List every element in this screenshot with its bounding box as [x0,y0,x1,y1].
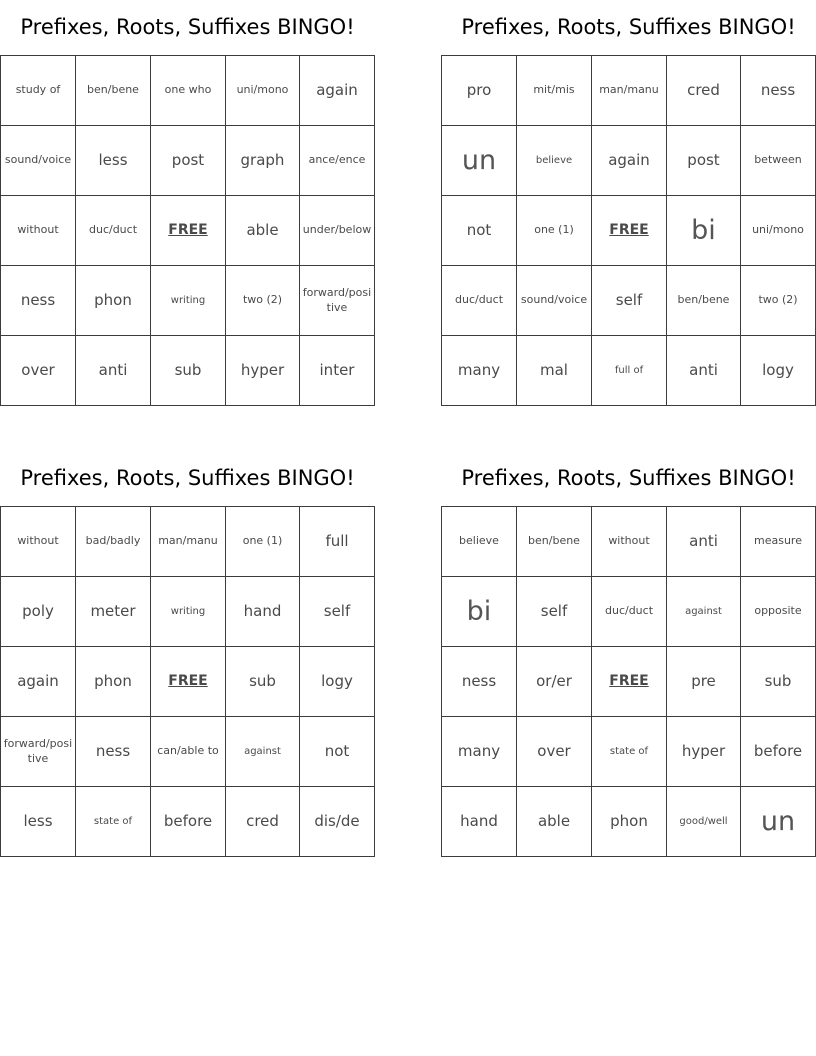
bingo-cell: believe [442,507,517,577]
card-title: Prefixes, Roots, Suffixes BINGO! [20,15,355,39]
bingo-cell: opposite [741,577,816,647]
bingo-cell: able [517,787,592,857]
bingo-cell: anti [667,336,741,406]
bingo-cell: under/below [300,196,375,266]
bingo-cell: un [741,787,816,857]
bingo-cell: less [76,126,151,196]
free-space-cell: FREE [592,196,667,266]
bingo-cell: phon [592,787,667,857]
bingo-card-3 [0,451,375,857]
bingo-cell: study of [1,56,76,126]
bingo-cell: state of [76,787,151,857]
bingo-cell: full of [592,336,667,406]
bingo-cell: again [592,126,667,196]
bingo-cell: logy [741,336,816,406]
bingo-cell: ness [442,647,517,717]
bingo-cell: hand [226,577,300,647]
bingo-cell: uni/mono [741,196,816,266]
bingo-cell: sub [151,336,226,406]
bingo-cell: over [517,717,592,787]
bingo-cell: self [592,266,667,336]
bingo-cell: less [1,787,76,857]
bingo-cell: without [1,507,76,577]
bingo-cell: or/er [517,647,592,717]
bingo-cell: bi [667,196,741,266]
bingo-cell: again [300,56,375,126]
bingo-cell: meter [76,577,151,647]
card-title: Prefixes, Roots, Suffixes BINGO! [20,466,355,490]
bingo-cell: ness [76,717,151,787]
free-space-cell: FREE [592,647,667,717]
bingo-cell: sound/voice [1,126,76,196]
bingo-cell: able [226,196,300,266]
bingo-cell: not [442,196,517,266]
bingo-cell: hyper [667,717,741,787]
bingo-cell: against [667,577,741,647]
bingo-cell: cred [667,56,741,126]
bingo-cell: sub [741,647,816,717]
bingo-cell: uni/mono [226,56,300,126]
bingo-cell: without [1,196,76,266]
bingo-cell: duc/duct [76,196,151,266]
bingo-cell: state of [592,717,667,787]
bingo-cell: sub [226,647,300,717]
bingo-cell: over [1,336,76,406]
bingo-cell: man/manu [151,507,226,577]
bingo-cell: can/able to [151,717,226,787]
bingo-cell: two (2) [741,266,816,336]
bingo-cell: ance/ence [300,126,375,196]
bingo-cell: forward/positive [300,266,375,336]
bingo-cell: one (1) [226,507,300,577]
bingo-card-4 [441,451,816,857]
bingo-cell: ben/bene [517,507,592,577]
bingo-cell: un [442,126,517,196]
bingo-cell: between [741,126,816,196]
bingo-cell: mal [517,336,592,406]
bingo-cell: ben/bene [76,56,151,126]
bingo-cell: many [442,717,517,787]
bingo-cell: one (1) [517,196,592,266]
bingo-grid [441,55,816,406]
bingo-cell: duc/duct [592,577,667,647]
bingo-cell: sound/voice [517,266,592,336]
bingo-cell: pre [667,647,741,717]
bingo-cell: phon [76,266,151,336]
bingo-cell: measure [741,507,816,577]
bingo-cell: not [300,717,375,787]
bingo-cell: duc/duct [442,266,517,336]
free-space-cell: FREE [151,196,226,266]
bingo-cell: ness [741,56,816,126]
bingo-cell: writing [151,577,226,647]
bingo-cell: many [442,336,517,406]
card-title: Prefixes, Roots, Suffixes BINGO! [461,466,796,490]
bingo-cell: good/well [667,787,741,857]
bingo-cell: logy [300,647,375,717]
bingo-card-2 [441,0,816,406]
free-space-cell: FREE [151,647,226,717]
bingo-cell: hyper [226,336,300,406]
bingo-cell: anti [76,336,151,406]
bingo-cell: mit/mis [517,56,592,126]
bingo-cell: poly [1,577,76,647]
bingo-cell: forward/positive [1,717,76,787]
bingo-cell: full [300,507,375,577]
bingo-card-1 [0,0,375,406]
bingo-cell: ben/bene [667,266,741,336]
bingo-grid [441,506,816,857]
bingo-cell: self [517,577,592,647]
bingo-cell: ness [1,266,76,336]
bingo-cell: dis/de [300,787,375,857]
bingo-cell: inter [300,336,375,406]
bingo-cell: without [592,507,667,577]
bingo-cell: self [300,577,375,647]
bingo-cell: two (2) [226,266,300,336]
bingo-cell: post [151,126,226,196]
bingo-cell: before [741,717,816,787]
bingo-cell: writing [151,266,226,336]
bingo-cell: cred [226,787,300,857]
bingo-cell: bad/badly [76,507,151,577]
bingo-cell: against [226,717,300,787]
bingo-cell: graph [226,126,300,196]
bingo-grid [0,506,375,857]
bingo-cell: phon [76,647,151,717]
card-title: Prefixes, Roots, Suffixes BINGO! [461,15,796,39]
bingo-cell: pro [442,56,517,126]
bingo-cell: bi [442,577,517,647]
bingo-cell: before [151,787,226,857]
bingo-cell: anti [667,507,741,577]
bingo-grid [0,55,375,406]
bingo-cell: hand [442,787,517,857]
bingo-cell: one who [151,56,226,126]
bingo-cell: believe [517,126,592,196]
bingo-cell: man/manu [592,56,667,126]
bingo-cell: again [1,647,76,717]
bingo-cell: post [667,126,741,196]
